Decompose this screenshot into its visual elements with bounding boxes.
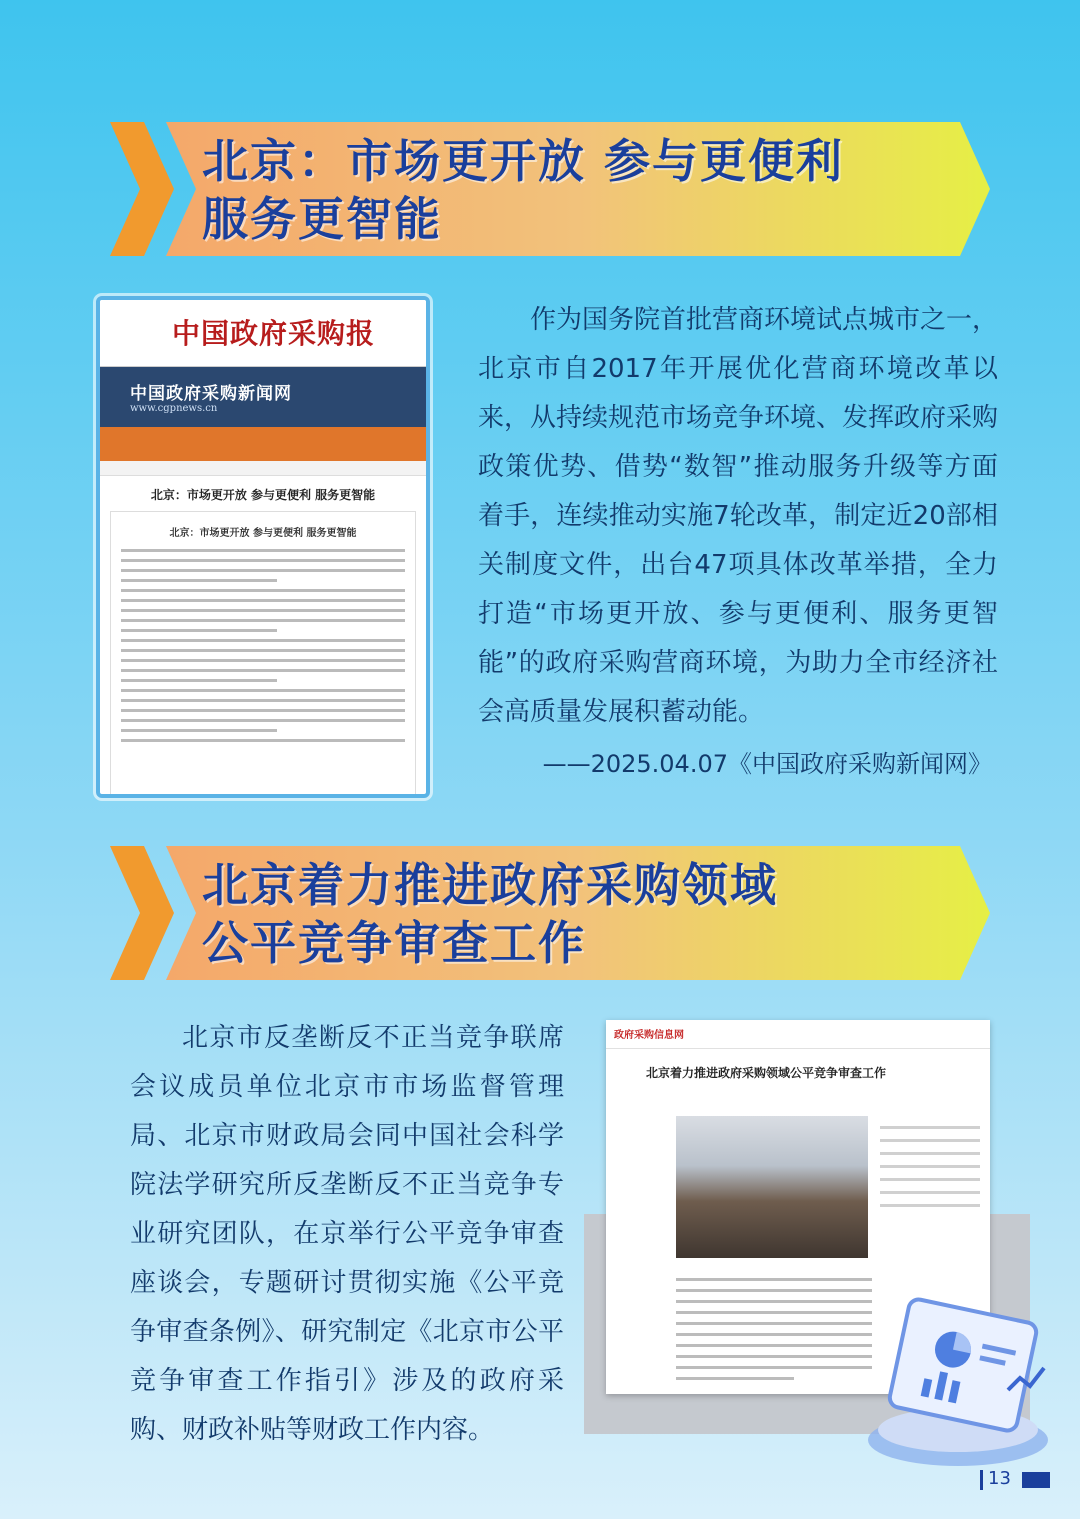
section1-title-line2: 服务更智能 <box>202 192 442 246</box>
section1-body-text: 作为国务院首批营商环境试点城市之一，北京市自2017年开展优化营商环境改革以来，从持续规范市场竞争环境、发挥政府采购政策优势、借势“数智”推动服务升级等方面着手，连续推动实施7轮改革，制定近20部相关制度文件，出台47项具体改革举措，全力打造“市场更开放、参与更便利、服务更智能”的政府采购营商环境，为助力全市经济社会高质量发展积蓄动能。 <box>478 305 999 727</box>
page-number-bar <box>1022 1472 1050 1488</box>
section1-source: ——2025.04.07《中国政府采购新闻网》 <box>542 750 992 778</box>
section1-banner <box>110 122 990 256</box>
clipping-headline: 北京：市场更开放 参与更便利 服务更智能 <box>150 488 376 502</box>
section2-title-line2: 公平竞争审查工作 <box>202 916 586 970</box>
website-nav-bar <box>100 427 426 461</box>
page-number-tick <box>980 1470 983 1490</box>
web-article-topbar <box>606 1020 990 1049</box>
web-article-headline: 北京着力推进政府采购领域公平竞争审查工作 <box>646 1066 887 1080</box>
section1-title <box>202 132 844 248</box>
meeting-photo <box>676 1116 868 1258</box>
section2-body-text: 北京市反垄断反不正当竞争联席会议成员单位北京市市场监督管理局、北京市财政局会同中国社会科学院法学研究所反垄断反不正当竞争专业研究团队，在京举行公平竞争审查座谈会，专题研讨贯彻实施《公平竞争审查条例》、研究制定《北京市公平竞争审查工作指引》涉及的政府采购、财政补贴等财政工作内容。 <box>130 1023 564 1445</box>
web-article-body <box>676 1270 872 1388</box>
website-breadcrumb <box>100 461 426 476</box>
section2-title <box>202 856 778 972</box>
newspaper-header <box>100 300 426 367</box>
newspaper-masthead: 中国政府采购报 <box>172 317 376 350</box>
section1-title-line1: 北京：市场更开放 参与更便利 <box>202 134 845 188</box>
newspaper-clipping-image <box>96 296 430 798</box>
web-article-sidebar <box>880 1116 980 1217</box>
website-banner <box>100 367 426 427</box>
clipping-article-body <box>110 511 416 798</box>
page-number: 13 <box>988 1468 1011 1489</box>
section2-title-line1: 北京着力推进政府采购领域 <box>202 858 778 912</box>
website-url: www.cgpnews.cn <box>130 403 218 414</box>
section2-banner <box>110 846 990 980</box>
clipping-subheadline: 北京：市场更开放 参与更便利 服务更智能 <box>169 528 357 539</box>
clipboard-chart-icon <box>858 1290 1058 1470</box>
website-name: 中国政府采购新闻网 <box>130 384 292 404</box>
web-site-logo: 政府采购信息网 <box>614 1030 684 1041</box>
